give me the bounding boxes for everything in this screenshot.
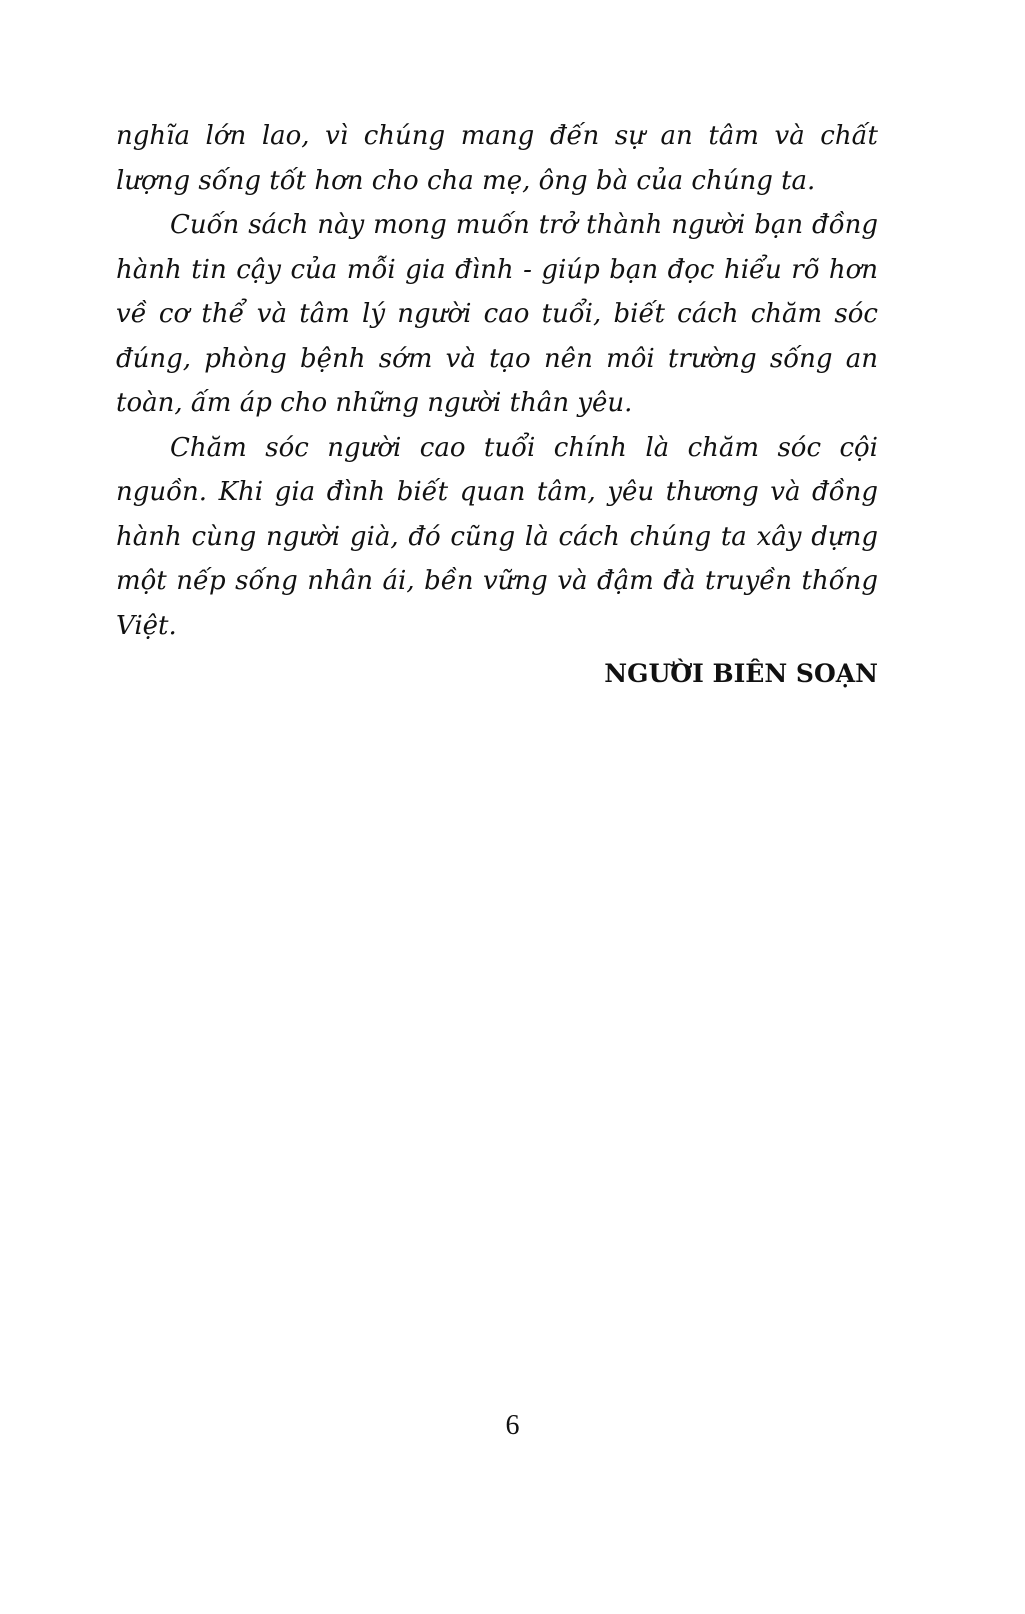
author-signature: NGƯỜI BIÊN SOẠN [604, 659, 878, 688]
paragraph-book-purpose: Cuốn sách này mong muốn trở thành người bạn đồng hành tin cậy của mỗi gia đình - giúp bạn đọc hiểu rõ hơn về cơ thể và tâm lý người cao tuổi, biết cách chăm sóc đúng, phòng bệnh sớm và tạo nên môi trường sống an toàn, ấm áp cho những người thân yêu. [116, 210, 878, 418]
paragraph-elder-care: Chăm sóc người cao tuổi chính là chăm sóc cội nguồn. Khi gia đình biết quan tâm, yêu thương và đồng hành cùng người già, đó cũng là cách chúng ta xây dựng một nếp sống nhân ái, bền vững và đậm đà truyền thống Việt. [116, 432, 878, 641]
page-number: 6 [505, 1410, 520, 1441]
body-text [116, 114, 878, 697]
paragraph-continued: nghĩa lớn lao, vì chúng mang đến sự an tâm và chất lượng sống tốt hơn cho cha mẹ, ông bà của chúng ta. [116, 121, 878, 196]
